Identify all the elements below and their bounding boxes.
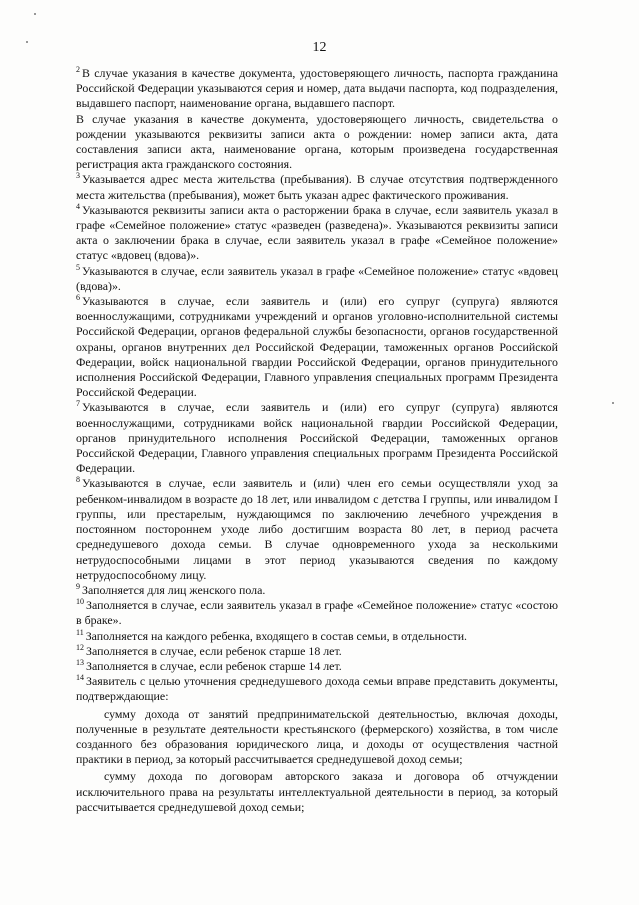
footnote-number: 7 <box>76 399 80 409</box>
income-item: сумму дохода по договорам авторского заказа и договора об отчуждении исключительного права на результаты интеллектуальной деятельности в период, за который рассчитывается среднедушевой доход семьи; <box>76 769 558 814</box>
footnote-paragraph <box>76 644 558 659</box>
footnote-number: 2 <box>76 65 80 74</box>
scan-speck <box>612 402 614 404</box>
footnote-number: 4 <box>76 201 80 211</box>
footnote-paragraph <box>76 659 558 674</box>
footnote-number: 11 <box>76 627 84 637</box>
footnote-12 <box>76 644 558 659</box>
footnote-number: 9 <box>76 581 80 591</box>
footnote-number: 8 <box>76 475 80 485</box>
footnote-5 <box>76 264 558 294</box>
page-number: 12 <box>312 40 327 55</box>
footnote-paragraph <box>76 294 558 400</box>
footnote-text: Указываются в случае, если заявитель и (или) его супруг (супруга) являются военнослужащими, сотрудниками учреждений и органов уголовно-исполнительной системы Российской Федерации, органов федеральной службы безопасности, органов государственной охраны, органов внутренних дел Российской Федерации, таможенных органов Российской Федерации, войск национальной гвардии Российской Федерации, органов принудительного исполнения Российской Федерации, Главного управления специальных программ Президента Российской Федерации. <box>76 294 558 400</box>
footnote-text: В случае указания в качестве документа, удостоверяющего личность, свидетельства о рождении указываются реквизиты записи акта о рождении: номер записи акта, дата составления записи акта, наименование органа, которым произведена государственная регистрация акта гражданского состояния. <box>76 111 558 172</box>
footnote-number: 13 <box>76 657 84 667</box>
footnote-2 <box>76 66 558 172</box>
footnote-text: Указываются в случае, если заявитель и (или) член его семьи осуществляли уход за ребенком-инвалидом в возрасте до 18 лет, или инвалидом с детства I группы, или инвалидом I группы, или престарелым, нуждающимся по заключению лечебного учреждения в постоянном постороннем уходе либо достигшим возраста 80 лет, в период расчета среднедушевого дохода семьи. В случае одновременного ухода за несколькими нетрудоспособными лицами в этот период указываются сведения по каждому нетрудоспособному лицу. <box>76 476 558 582</box>
footnote-paragraph <box>76 66 558 112</box>
footnote-number: 10 <box>76 597 84 607</box>
scan-speck <box>34 13 36 15</box>
footnote-7 <box>76 400 558 476</box>
footnote-10 <box>76 598 558 628</box>
footnote-paragraph <box>76 112 558 173</box>
footnote-text: Заполняется в случае, если ребенок старше 14 лет. <box>86 658 342 673</box>
footnote-paragraph <box>76 400 558 476</box>
footnote-paragraph <box>76 583 558 598</box>
footnote-number: 5 <box>76 262 80 272</box>
footnotes-body <box>76 66 558 815</box>
footnote-text: Указываются реквизиты записи акта о расторжении брака в случае, если заявитель указал в графе «Семейное положение» статус «разведен (разведена)». Указываются реквизиты записи акта о заключении брака в случае, если заявитель указал в графе «Семейное положение» статус «вдовец (вдова)». <box>76 202 558 263</box>
footnote-paragraph <box>76 674 558 704</box>
footnote-text: Заполняется в случае, если заявитель указал в графе «Семейное положение» статус «состою в браке». <box>76 598 558 628</box>
footnote-text: Указывается адрес места жительства (пребывания). В случае отсутствия подтвержденного места жительства (пребывания), может быть указан адрес фактического проживания. <box>76 172 558 202</box>
footnote-text: Заполняется на каждого ребенка, входящего в состав семьи, в отдельности. <box>85 628 468 643</box>
income-item: сумму дохода от занятий предпринимательской деятельностью, включая доходы, полученные в результате деятельности крестьянского (фермерского) хозяйства, в том числе созданного без образования юридического лица, и доходы от осуществления частной практики в период, за который рассчитывается среднедушевой доход семьи; <box>76 706 558 767</box>
footnote-paragraph <box>76 629 558 644</box>
footnote-text: Заполняется в случае, если ребенок старше 18 лет. <box>86 643 342 658</box>
footnote-number: 12 <box>76 642 84 652</box>
footnote-paragraph <box>76 172 558 202</box>
footnote-text: В случае указания в качестве документа, удостоверяющего личность, паспорта гражданина Российской Федерации указываются серия и номер, дата выдачи паспорта, код подразделения, выдавшего паспорт, наименование органа, выдавшего паспорт. <box>76 66 558 111</box>
footnote-number: 14 <box>76 673 84 683</box>
footnote-9 <box>76 583 558 598</box>
footnote-paragraph <box>76 203 558 264</box>
footnote-4 <box>76 203 558 264</box>
footnote-6 <box>76 294 558 400</box>
footnote-text: Заполняется для лиц женского пола. <box>82 582 266 597</box>
footnote-8 <box>76 476 558 582</box>
footnote-3 <box>76 172 558 202</box>
footnote-paragraph <box>76 264 558 294</box>
footnote-14 <box>76 674 558 815</box>
footnote-text: Заявитель с целью уточнения среднедушевого дохода семьи вправе представить документы, подтверждающие: <box>76 674 558 704</box>
footnote-13 <box>76 659 558 674</box>
footnote-11 <box>76 629 558 644</box>
footnote-text: Указываются в случае, если заявитель и (или) его супруг (супруга) являются военнослужащими, сотрудниками войск национальной гвардии Российской Федерации, органов принудительного исполнения Российской Федерации, таможенных органов Российской Федерации, Главного управления специальных программ Президента Российской Федерации. <box>76 400 558 476</box>
footnote-text: Указываются в случае, если заявитель указал в графе «Семейное положение» статус «вдовец (вдова)». <box>76 263 558 293</box>
footnote-paragraph <box>76 598 558 628</box>
footnote-number: 3 <box>76 171 80 181</box>
footnote-number: 6 <box>76 293 80 303</box>
footnote-paragraph <box>76 476 558 582</box>
